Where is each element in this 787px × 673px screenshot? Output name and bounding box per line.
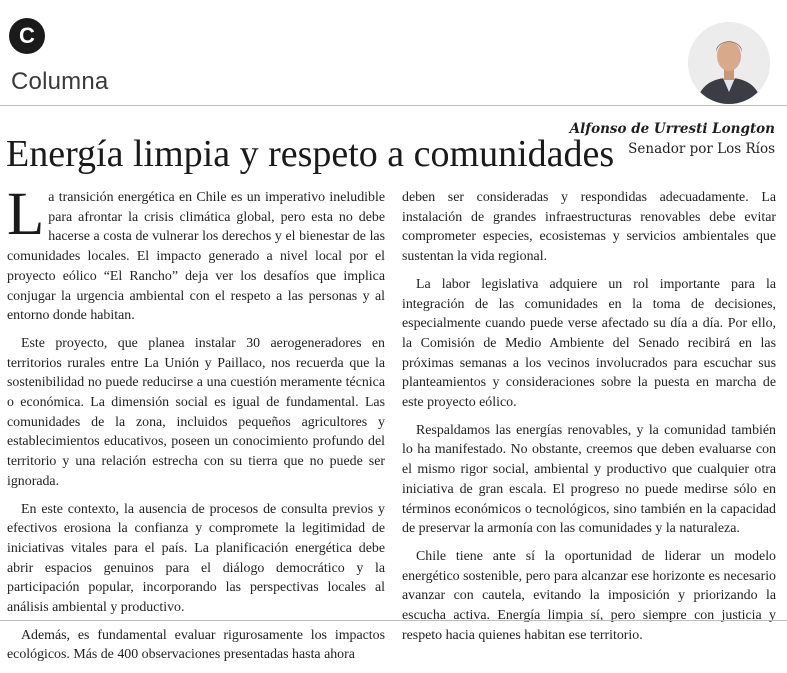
article-paragraph: Chile tiene ante sí la oportunidad de liderar un modelo energético sostenible, pero para alcanzar ese horizonte es necesario avanzar con cautela, evitando la imposición y priorizando la escucha activa. Energía limpia sí, pero siempre con justicia y respeto hacia quienes habitan ese territorio. [402, 548, 776, 643]
paragraph-text: a transición energética en Chile es un imperativo ineludible para afrontar la crisis climática global, pero esta no debe hacerse a costa de vulnerar los derechos y el bienestar de las comunidades locales. El impacto generado a nivel local por el proyecto eólico “El Rancho” deja ver los desafíos que implica conjugar la urgencia ambiental con el respeto a las personas y al entorno donde habitan. [7, 190, 385, 324]
author-name: Alfonso de Urresti Longton [569, 121, 775, 137]
article-column-left [7, 181, 385, 673]
article-paragraph [7, 181, 385, 326]
article-paragraph: deben ser consideradas y respondidas adecuadamente. La instalación de grandes infraestructuras renovables debe evitar comprometer especies, ecosistemas y servicios ambientales que sustentan la vida regional. [402, 190, 776, 265]
article-paragraph: Además, es fundamental evaluar rigurosamente los impactos ecológicos. Más de 400 observaciones presentadas hasta ahora [7, 627, 385, 663]
author-role: Senador por Los Ríos [628, 141, 775, 157]
article-paragraph: En este contexto, la ausencia de procesos de consulta previos y efectivos erosiona la confianza y compromete la legitimidad de iniciativas vitales para el país. La planificación energética debe abrir espacios genuinos para el diálogo democrático y la participación popular, incorporando las perspectivas locales al análisis ambiental y productivo. [7, 501, 385, 616]
article-paragraph: La labor legislativa adquiere un rol importante para la integración de las comunidades en la toma de decisiones, especialmente cuando puede verse afectado su día a día. Por ello, la Comisión de Medio Ambiente del Senado recibirá en las próximas semanas a los vecinos involucrados para escuchar sus planteamientos y consideraciones sobre la puesta en marcha de este proyecto eólico. [402, 276, 776, 411]
article-paragraph: Respaldamos las energías renovables, y la comunidad también lo ha manifestado. No obstante, creemos que deben evaluarse con el mismo rigor social, ambiental y productivo que cualquier otra iniciativa de gran escala. El progreso no puede medirse sólo en términos económicos o tecnológicos, sino también en la capacidad de preservar la armonía con las comunidades y la naturaleza. [402, 422, 776, 537]
header-rule [0, 105, 787, 106]
article-column-right [402, 188, 776, 653]
headline: Energía limpia y respeto a comunidades [6, 133, 615, 175]
section-label: Columna [11, 68, 109, 95]
article-paragraph: Este proyecto, que planea instalar 30 aerogeneradores en territorios rurales entre La Unión y Paillaco, nos recuerda que la sostenibilidad no puede reducirse a una cuestión meramente técnica o económica. La dimensión social es igual de fundamental. Las comunidades de la zona, incluidos pequeños agricultores y establecimientos educativos, poseen un conocimiento profundo del territorio y una relación estrecha con su tierra que no puede ser ignorada. [7, 335, 385, 489]
drop-cap: L [7, 181, 45, 248]
author-photo [688, 22, 770, 104]
column-badge: C [9, 18, 45, 54]
footer-rule [0, 620, 787, 621]
